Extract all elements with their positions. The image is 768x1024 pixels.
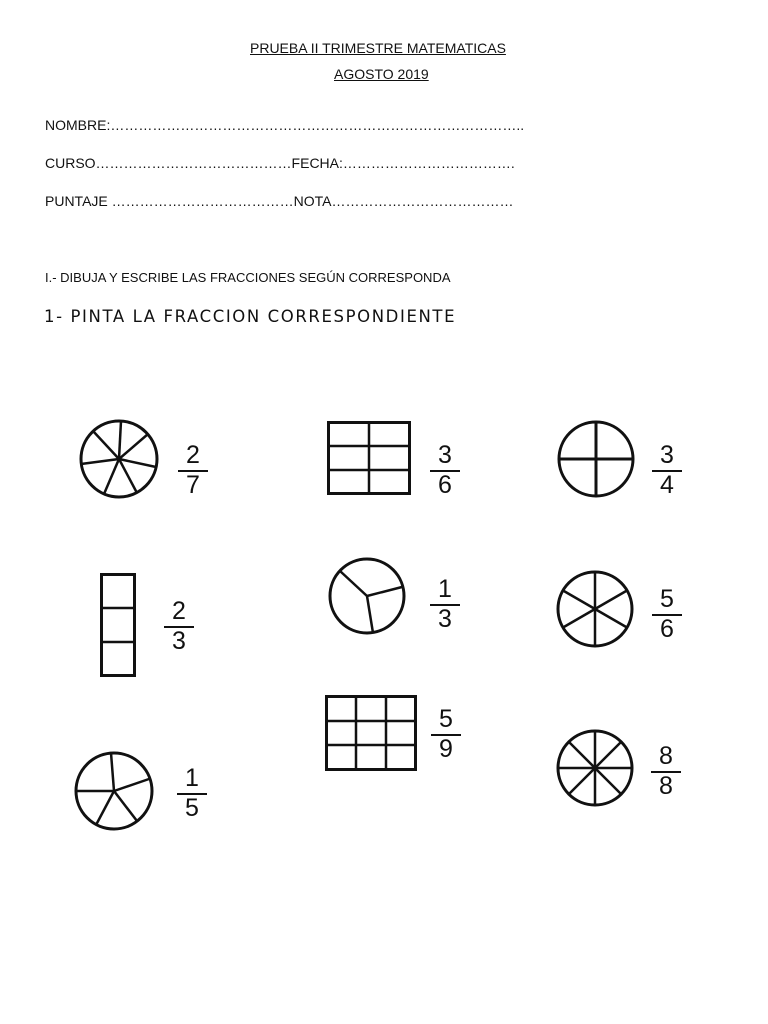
numerator: 5 xyxy=(439,705,453,733)
denominator: 6 xyxy=(438,471,452,499)
circle-5-parts[interactable] xyxy=(74,751,154,831)
test-date: AGOSTO 2019 xyxy=(334,66,429,82)
numerator: 1 xyxy=(438,575,452,603)
denominator: 3 xyxy=(172,627,186,655)
fraction-3-4 xyxy=(650,442,684,499)
circle-6-parts[interactable] xyxy=(556,570,634,648)
nombre-field[interactable]: NOMBRE:…………………………………………………………………………….. xyxy=(45,117,525,133)
fraction-2-7 xyxy=(176,442,210,499)
fraction-2-3 xyxy=(162,598,196,655)
denominator: 7 xyxy=(186,471,200,499)
circle-7-parts[interactable] xyxy=(79,419,159,499)
numerator: 2 xyxy=(186,441,200,469)
numerator: 3 xyxy=(660,441,674,469)
numerator: 8 xyxy=(659,742,673,770)
numerator: 5 xyxy=(660,585,674,613)
test-title: PRUEBA II TRIMESTRE MATEMATICAS xyxy=(250,40,506,56)
denominator: 5 xyxy=(185,794,199,822)
denominator: 4 xyxy=(660,471,674,499)
denominator: 9 xyxy=(439,735,453,763)
fraction-1-5 xyxy=(175,765,209,822)
fraction-1-3 xyxy=(428,576,462,633)
bar-3-parts[interactable] xyxy=(100,573,136,677)
fraction-8-8 xyxy=(649,743,683,800)
denominator: 3 xyxy=(438,605,452,633)
fraction-3-6 xyxy=(428,442,462,499)
puntaje-nota-field[interactable]: PUNTAJE …………………………………NOTA………………………………… xyxy=(45,193,514,209)
denominator: 8 xyxy=(659,772,673,800)
fraction-5-6 xyxy=(650,586,684,643)
question-1-heading: 1- PINTA LA FRACCION CORRESPONDIENTE xyxy=(44,307,457,326)
rectangle-9-parts[interactable] xyxy=(325,695,417,771)
curso-fecha-field[interactable]: CURSO……………………………………FECHA:………………………………. xyxy=(45,155,515,171)
numerator: 3 xyxy=(438,441,452,469)
circle-3-parts[interactable] xyxy=(328,557,406,635)
rectangle-6-parts[interactable] xyxy=(327,421,411,495)
section-instruction: I.- DIBUJA Y ESCRIBE LAS FRACCIONES SEGÚN CORRESPONDA xyxy=(45,270,451,285)
numerator: 2 xyxy=(172,597,186,625)
circle-8-parts[interactable] xyxy=(556,729,634,807)
fraction-5-9 xyxy=(429,706,463,763)
circle-4-parts[interactable] xyxy=(557,420,635,498)
numerator: 1 xyxy=(185,764,199,792)
denominator: 6 xyxy=(660,615,674,643)
